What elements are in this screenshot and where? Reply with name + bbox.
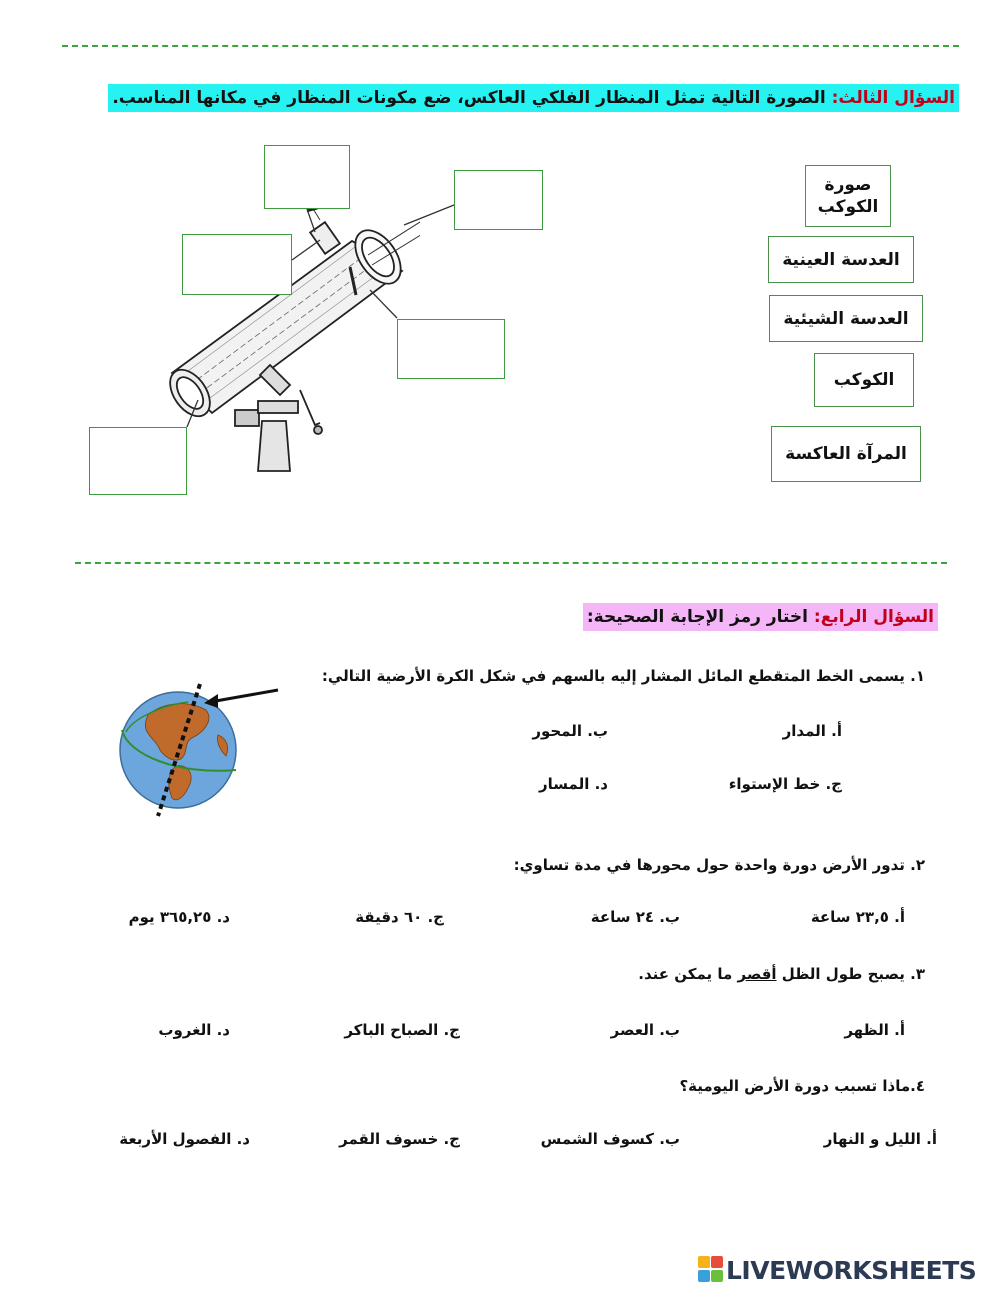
word-reflecting-mirror-label: المرآة العاكسة xyxy=(785,444,907,464)
q4-1-option-d[interactable]: د. المسار xyxy=(539,775,608,793)
q4-2-question: ٢. تدور الأرض دورة واحدة حول محورها في مدة تساوي: xyxy=(513,856,925,874)
earth-globe-illustration xyxy=(118,680,303,820)
q4-2-option-a[interactable]: أ. ٢٣,٥ ساعة xyxy=(810,908,905,926)
liveworksheets-logo-icon xyxy=(698,1256,724,1284)
q4-4-option-d[interactable]: د. الفصول الأربعة xyxy=(119,1130,250,1148)
word-planet[interactable] xyxy=(814,353,914,407)
liveworksheets-logo xyxy=(698,1254,976,1286)
q4-3-option-a[interactable]: أ. الظهر xyxy=(844,1021,905,1039)
q3-instruction: الصورة التالية تمثل المنظار الفلكي العاكس، ضع مكونات المنظار في مكانها المناسب. xyxy=(112,88,832,108)
q4-label: السؤال الرابع: xyxy=(813,607,934,627)
liveworksheets-wordmark: LIVEWORKSHEETS xyxy=(726,1255,977,1285)
q4-header xyxy=(583,603,938,631)
q4-4-option-a[interactable]: أ. الليل و النهار xyxy=(823,1130,937,1148)
q4-3-option-b[interactable]: ب. العصر xyxy=(610,1021,680,1039)
q4-4-option-c[interactable]: ج. خسوف القمر xyxy=(339,1130,460,1148)
q4-2-option-b[interactable]: ب. ٢٤ ساعة xyxy=(590,908,680,926)
q4-2-option-c[interactable]: ج. ٦٠ دقيقة xyxy=(355,908,444,926)
word-objective-lens[interactable] xyxy=(769,295,923,342)
q3-label: السؤال الثالث: xyxy=(831,88,955,108)
q4-4-option-b[interactable]: ب. كسوف الشمس xyxy=(540,1130,680,1148)
word-eyepiece-lens-label: العدسة العينية xyxy=(782,249,900,270)
q4-1-option-a[interactable]: أ. المدار xyxy=(782,722,842,740)
q4-3-question-start: ٣. يصبح طول الظل xyxy=(776,965,925,983)
q4-2-option-d[interactable]: د. ٣٦٥,٢٥ يوم xyxy=(128,908,230,926)
q4-3-question-underlined: أقصر xyxy=(737,965,777,983)
q4-1-question: ١. يسمى الخط المتقطع المائل المشار إليه بالسهم في شكل الكرة الأرضية التالي: xyxy=(321,667,925,685)
middle-separator xyxy=(75,562,947,564)
word-objective-lens-label: العدسة الشيئية xyxy=(783,308,909,329)
connector-lines xyxy=(0,0,600,500)
word-planet-image[interactable] xyxy=(805,165,891,227)
q4-instruction: اختار رمز الإجابة الصحيحة: xyxy=(586,607,814,627)
q4-3-question-end: ما يمكن عند. xyxy=(638,965,738,983)
q4-3-option-d[interactable]: د. الغروب xyxy=(158,1021,230,1039)
word-planet-image-label: صورة الكوكب xyxy=(817,175,879,217)
q4-1-option-b[interactable]: ب. المحور xyxy=(532,722,608,740)
q4-4-question: ٤.ماذا تسبب دورة الأرض اليومية؟ xyxy=(679,1077,925,1095)
q4-3-option-c[interactable]: ج. الصباح الباكر xyxy=(344,1021,460,1039)
q4-3-question xyxy=(638,965,925,983)
word-planet-label: الكوكب xyxy=(833,370,895,390)
word-reflecting-mirror[interactable] xyxy=(771,426,921,482)
q4-1-option-c[interactable]: ج. خط الإستواء xyxy=(728,775,842,793)
word-eyepiece-lens[interactable] xyxy=(768,236,914,283)
